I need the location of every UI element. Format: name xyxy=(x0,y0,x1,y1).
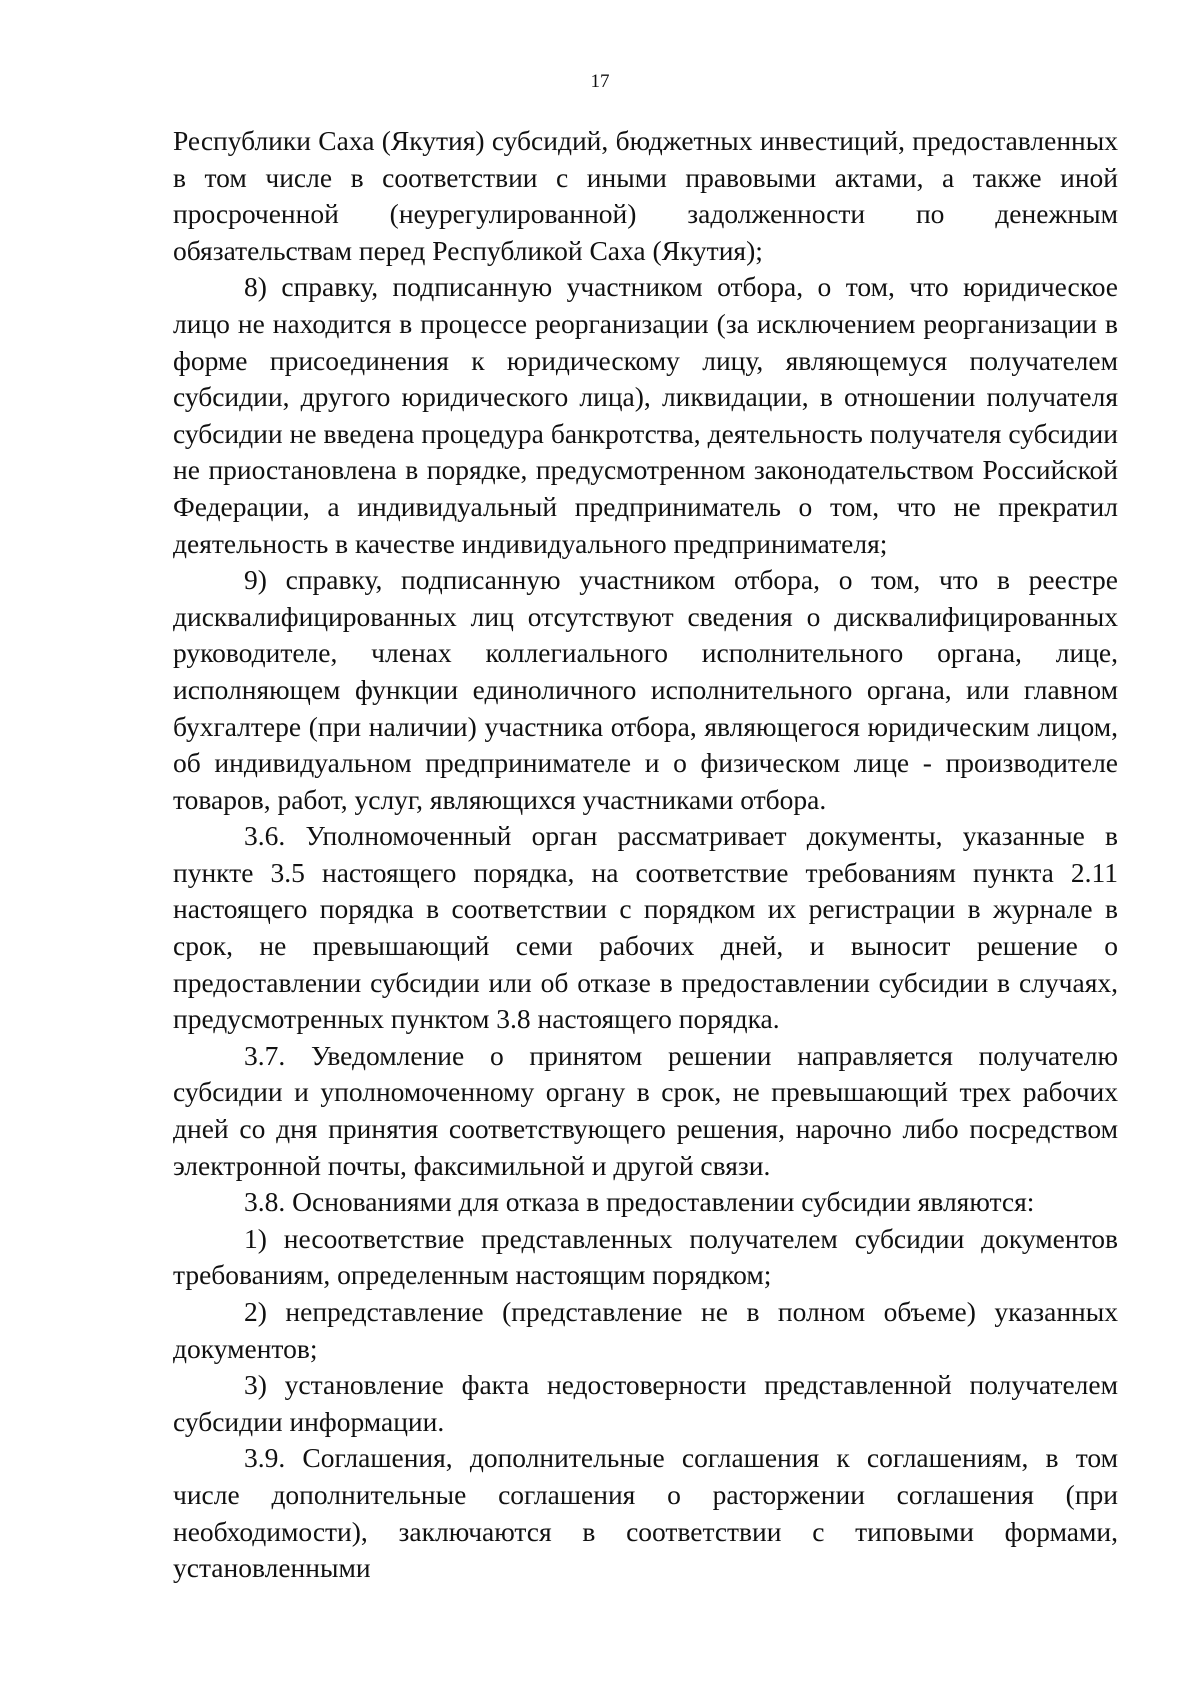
paragraph-3-6: 3.6. Уполномоченный орган рассматривает документы, указанные в пункте 3.5 настоящего порядка, на соответствие требованиям пункта 2.11 настоящего порядка в соответствии с порядком их регистрации в журнале в срок, не превышающий семи рабочих дней, и выносит решение о предоставлении субсидии или об отказе в предоставлении субсидии в случаях, предусмотренных пунктом 3.8 настоящего порядка. xyxy=(173,820,1118,1035)
paragraph-3-8-item-1: 1) несоответствие представленных получателем субсидии документов требованиям, определенным настоящим порядком; xyxy=(173,1222,1118,1291)
paragraph-3-8: 3.8. Основаниями для отказа в предоставлении субсидии являются: xyxy=(244,1186,1035,1218)
document-body xyxy=(173,123,1118,1587)
paragraph-item-8: 8) справку, подписанную участником отбора, о том, что юридическое лицо не находится в процессе реорганизации (за исключением реорганизации в форме присоединения к юридическому лицу, являющемуся получателем субсидии, другого юридического лица), ликвидации, в отношении получателя субсидии не введена процедура банкротства, деятельность получателя субсидии не приостановлена в порядке, предусмотренном законодательством Российской Федерации, а индивидуальный предприниматель о том, что не прекратил деятельность в качестве индивидуального предпринимателя; xyxy=(173,271,1118,559)
page-number: 17 xyxy=(590,71,610,92)
paragraph-item-9: 9) справку, подписанную участником отбора, о том, что в реестре дисквалифицированных лиц отсутствуют сведения о дисквалифицированных руководителе, членах коллегиального исполнительного органа, лице, исполняющем функции единоличного исполнительного органа, или главном бухгалтере (при наличии) участника отбора, являющегося юридическим лицом, об индивидуальном предпринимателе и о физическом лице - производителе товаров, работ, услуг, являющихся участниками отбора. xyxy=(173,564,1118,815)
paragraph-3-8-item-3: 3) установление факта недостоверности представленной получателем субсидии информации. xyxy=(173,1369,1118,1437)
paragraph-continuation: Республики Саха (Якутия) субсидий, бюджетных инвестиций, предоставленных в том числе в соответствии с иными правовыми актами, а также иной просроченной (неурегулированной) задолженности по денежным обязательствам перед Республикой Саха (Якутия); xyxy=(173,125,1118,266)
paragraph-3-8-item-2: 2) непредставление (представление не в полном объеме) указанных документов; xyxy=(173,1296,1118,1364)
paragraph-3-7: 3.7. Уведомление о принятом решении направляется получателю субсидии и уполномоченному органу в срок, не превышающий трех рабочих дней со дня принятия соответствующего решения, нарочно либо посредством электронной почты, факсимильной и другой связи. xyxy=(173,1039,1118,1181)
paragraph-3-9: 3.9. Соглашения, дополнительные соглашения к соглашениям, в том числе дополнительные соглашения о расторжении соглашения (при необходимости), заключаются в соответствии с типовыми формами, установленными xyxy=(173,1442,1118,1584)
